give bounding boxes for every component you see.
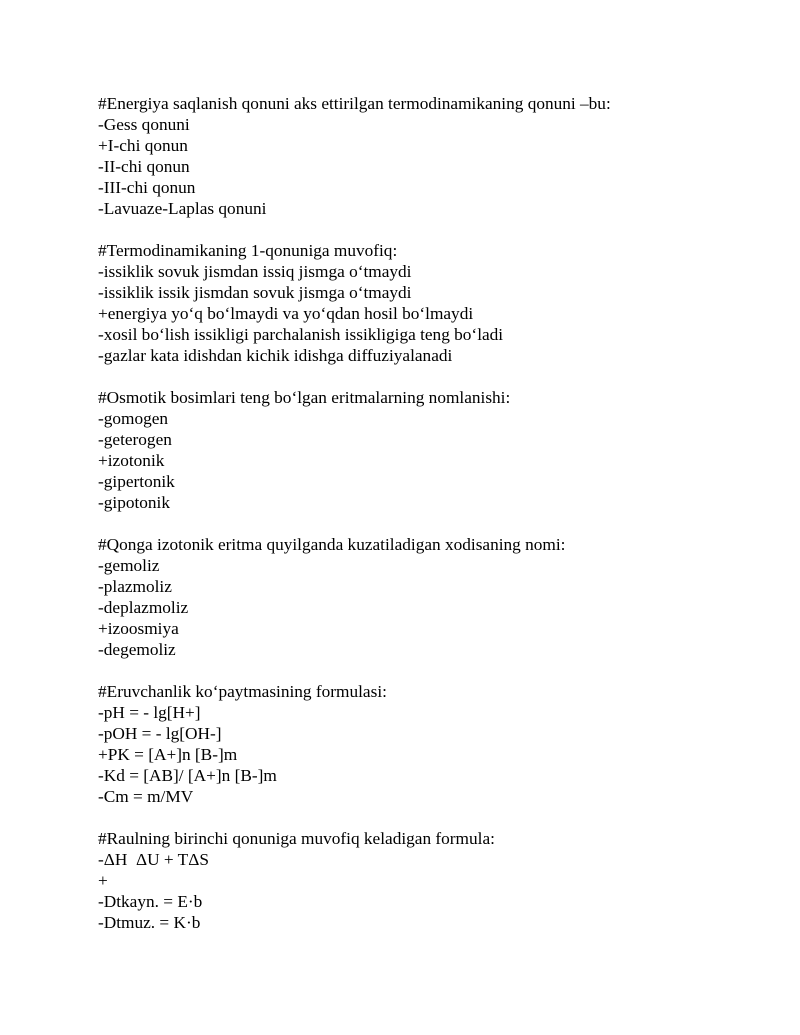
question-block (98, 681, 738, 807)
question-text: #Osmotik bosimlari teng boʻlgan eritmalarning nomlanishi: (98, 388, 511, 407)
answer-option: -issiklik issik jismdan sovuk jismga oʻtmaydi (98, 283, 412, 302)
answer-option: -II-chi qonun (98, 157, 190, 176)
answer-option: -xosil boʻlish issikligi parchalanish issikligiga teng boʻladi (98, 325, 504, 344)
answer-option: +I-chi qonun (98, 136, 188, 155)
answer-option: -Cm = m/MV (98, 787, 194, 806)
answer-option: -deplazmoliz (98, 598, 189, 617)
question-text: #Qonga izotonik eritma quyilganda kuzatiladigan xodisaning nomi: (98, 535, 566, 554)
answer-option: -ΔH ΔU + TΔS (98, 850, 209, 869)
answer-option: -pH = - lg[H+] (98, 703, 201, 722)
answer-option: +energiya yoʻq boʻlmaydi va yoʻqdan hosil boʻlmaydi (98, 304, 474, 323)
answer-option: +PK = [A+]n [B-]m (98, 745, 238, 764)
answer-option: -Dtmuz. = K·b (98, 913, 201, 932)
question-block (98, 93, 738, 219)
question-block (98, 387, 738, 513)
document-content (98, 93, 738, 954)
answer-option: -Gess qonuni (98, 115, 190, 134)
answer-option: -plazmoliz (98, 577, 172, 596)
answer-option: -III-chi qonun (98, 178, 196, 197)
answer-option: -gipertonik (98, 472, 175, 491)
answer-option: -issiklik sovuk jismdan issiq jismga oʻtmaydi (98, 262, 412, 281)
answer-option: -gazlar kata idishdan kichik idishga diffuziyalanadi (98, 346, 453, 365)
question-text: #Raulning birinchi qonuniga muvofiq keladigan formula: (98, 829, 495, 848)
question-text: #Eruvchanlik koʻpaytmasining formulasi: (98, 682, 387, 701)
answer-option: -gemoliz (98, 556, 160, 575)
answer-option: + (98, 871, 108, 890)
answer-option: +izoosmiya (98, 619, 179, 638)
answer-option: +izotonik (98, 451, 165, 470)
question-block (98, 534, 738, 660)
answer-option: -Kd = [AB]/ [A+]n [B-]m (98, 766, 277, 785)
answer-option: -geterogen (98, 430, 172, 449)
question-block (98, 240, 738, 366)
answer-option: -gipotonik (98, 493, 171, 512)
question-text: #Termodinamikaning 1-qonuniga muvofiq: (98, 241, 398, 260)
answer-option: -gomogen (98, 409, 169, 428)
question-text: #Energiya saqlanish qonuni aks ettirilgan termodinamikaning qonuni –bu: (98, 94, 611, 113)
answer-option: -degemoliz (98, 640, 176, 659)
answer-option: -Dtkayn. = E·b (98, 892, 203, 911)
answer-option: -pOH = - lg[OH-] (98, 724, 222, 743)
question-block (98, 828, 738, 933)
answer-option: -Lavuaze-Laplas qonuni (98, 199, 267, 218)
